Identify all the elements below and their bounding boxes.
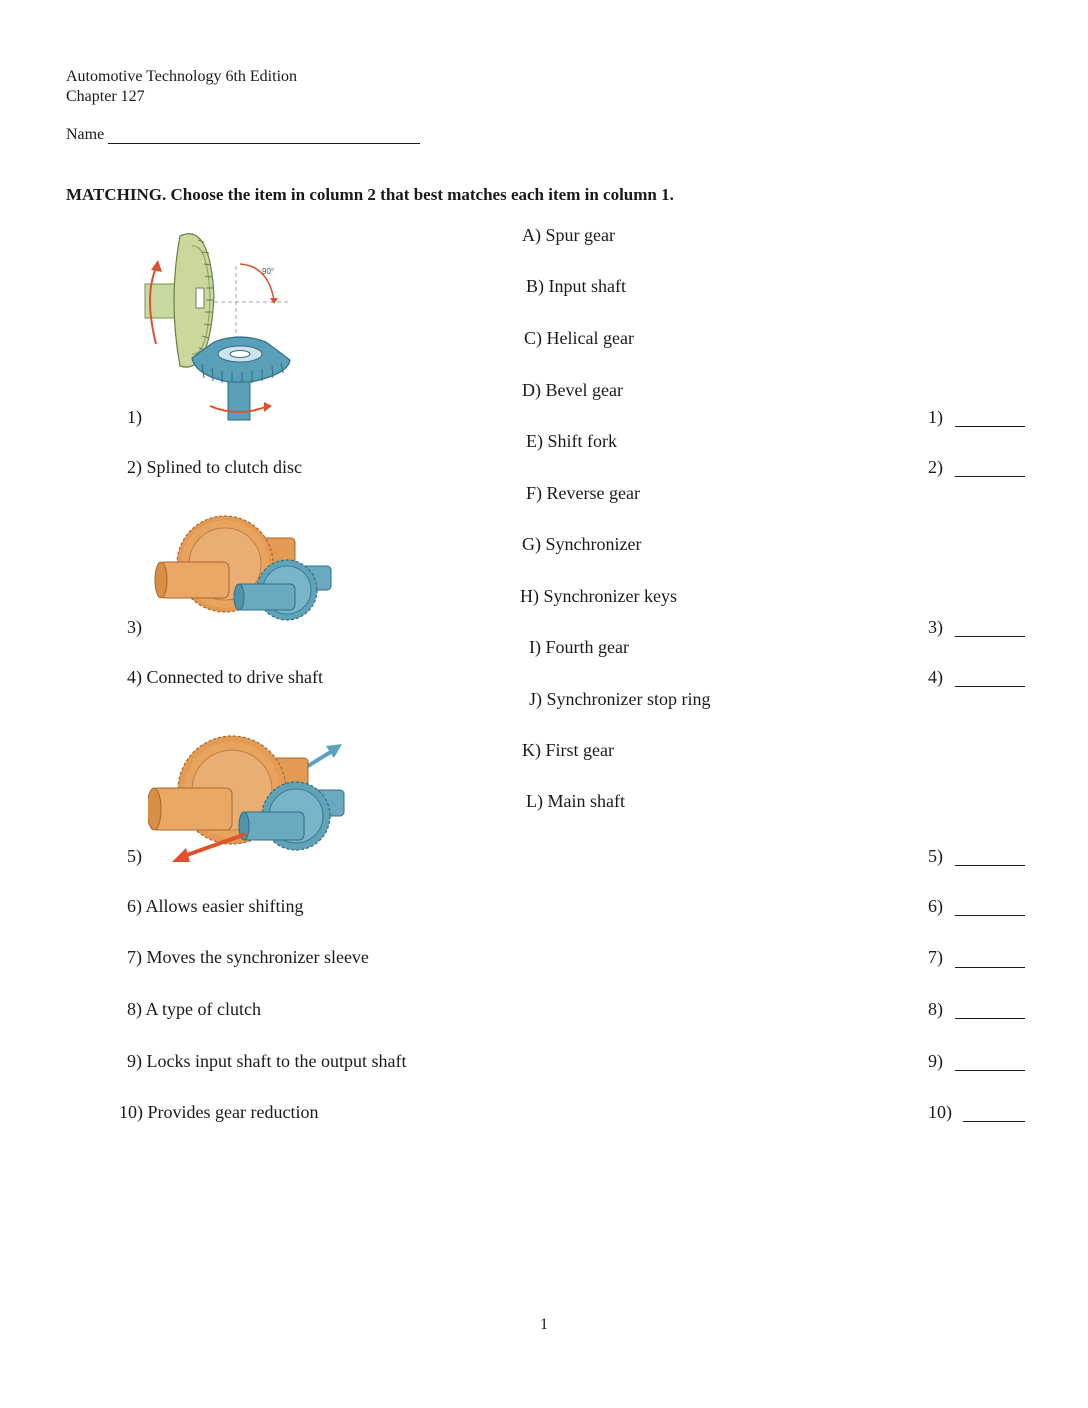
- option-text: Helical gear: [546, 328, 634, 348]
- answer-blank-7[interactable]: [955, 967, 1025, 968]
- question-4: [127, 666, 323, 688]
- option-letter: C): [524, 328, 542, 348]
- question-text: Allows easier shifting: [145, 896, 304, 916]
- question-number: 2): [127, 457, 142, 477]
- answer-blank-3[interactable]: [955, 636, 1025, 637]
- answer-blank-9[interactable]: [955, 1070, 1025, 1071]
- question-7: [127, 946, 369, 968]
- question-8: [127, 998, 261, 1020]
- option-k: [522, 739, 614, 761]
- answer-number-2: 2): [928, 457, 943, 477]
- question-text: Provides gear reduction: [147, 1102, 319, 1122]
- helical-gear-figure: [148, 728, 348, 868]
- question-text: Connected to drive shaft: [146, 667, 323, 687]
- question-number: 7): [127, 947, 142, 967]
- question-number: 6): [127, 896, 142, 916]
- question-text: Moves the synchronizer sleeve: [146, 947, 369, 967]
- option-letter: G): [522, 534, 541, 554]
- question-text: Locks input shaft to the output shaft: [146, 1051, 407, 1071]
- page-number: 1: [540, 1316, 548, 1333]
- option-text: Synchronizer: [545, 534, 642, 554]
- option-j: [529, 688, 710, 710]
- answer-number-7: 7): [928, 947, 943, 967]
- name-label: Name: [66, 126, 105, 143]
- question-6: [127, 895, 304, 917]
- answer-blank-2[interactable]: [955, 476, 1025, 477]
- answer-number-6: 6): [928, 896, 943, 916]
- angle-label: 90°: [262, 267, 275, 276]
- question-5: [127, 845, 142, 867]
- option-letter: L): [526, 791, 543, 811]
- chapter-title: Chapter 127: [66, 88, 145, 105]
- option-a: [522, 224, 615, 246]
- instructions: MATCHING. Choose the item in column 2 that best matches each item in column 1.: [66, 185, 674, 204]
- option-l: [526, 790, 625, 812]
- name-field[interactable]: [108, 143, 420, 144]
- question-9: [127, 1050, 406, 1072]
- option-text: First gear: [545, 740, 614, 760]
- option-g: [522, 533, 641, 555]
- option-e: [526, 430, 617, 452]
- answer-number-1: 1): [928, 407, 943, 427]
- book-title: Automotive Technology 6th Edition: [66, 68, 298, 85]
- question-3: [127, 616, 142, 638]
- option-letter: E): [526, 431, 543, 451]
- option-text: Shift fork: [547, 431, 617, 451]
- option-text: Synchronizer keys: [543, 586, 677, 606]
- answer-number-4: 4): [928, 667, 943, 687]
- option-c: [524, 327, 634, 349]
- option-text: Synchronizer stop ring: [546, 689, 711, 709]
- option-letter: J): [529, 689, 542, 709]
- question-text: Splined to clutch disc: [146, 457, 302, 477]
- option-h: [520, 585, 677, 607]
- answer-blank-4[interactable]: [955, 686, 1025, 687]
- option-text: Bevel gear: [545, 380, 623, 400]
- option-f: [526, 482, 640, 504]
- question-number: 5): [127, 846, 142, 866]
- answer-blank-1[interactable]: [955, 426, 1025, 427]
- answer-blank-8[interactable]: [955, 1018, 1025, 1019]
- option-d: [522, 379, 623, 401]
- option-letter: H): [520, 586, 539, 606]
- option-letter: A): [522, 225, 541, 245]
- bevel-gear-figure: [140, 226, 300, 428]
- option-letter: K): [522, 740, 541, 760]
- answer-blank-5[interactable]: [955, 865, 1025, 866]
- option-letter: F): [526, 483, 543, 503]
- option-letter: B): [526, 276, 544, 296]
- answer-blank-6[interactable]: [955, 915, 1025, 916]
- question-number: 9): [127, 1051, 142, 1071]
- question-number: 3): [127, 617, 142, 637]
- option-text: Main shaft: [547, 791, 625, 811]
- answer-number-3: 3): [928, 617, 943, 637]
- question-number: 8): [127, 999, 142, 1019]
- question-number: 1): [127, 407, 142, 427]
- question-2: [127, 456, 302, 478]
- option-letter: I): [529, 637, 541, 657]
- blue-bevel-gear: [192, 337, 290, 420]
- answer-blank-10[interactable]: [963, 1121, 1025, 1122]
- question-text: A type of clutch: [145, 999, 261, 1019]
- question-number: 4): [127, 667, 142, 687]
- option-text: Reverse gear: [546, 483, 640, 503]
- option-text: Fourth gear: [545, 637, 629, 657]
- question-number: 10): [119, 1102, 143, 1122]
- option-letter: D): [522, 380, 541, 400]
- answer-number-5: 5): [928, 846, 943, 866]
- answer-number-9: 9): [928, 1051, 943, 1071]
- question-10: [119, 1101, 318, 1123]
- answer-number-10: 10): [928, 1102, 952, 1122]
- option-text: Input shaft: [548, 276, 626, 296]
- option-b: [526, 275, 626, 297]
- spur-gear-figure: [145, 512, 335, 624]
- option-i: [529, 636, 629, 658]
- answer-number-8: 8): [928, 999, 943, 1019]
- option-text: Spur gear: [545, 225, 615, 245]
